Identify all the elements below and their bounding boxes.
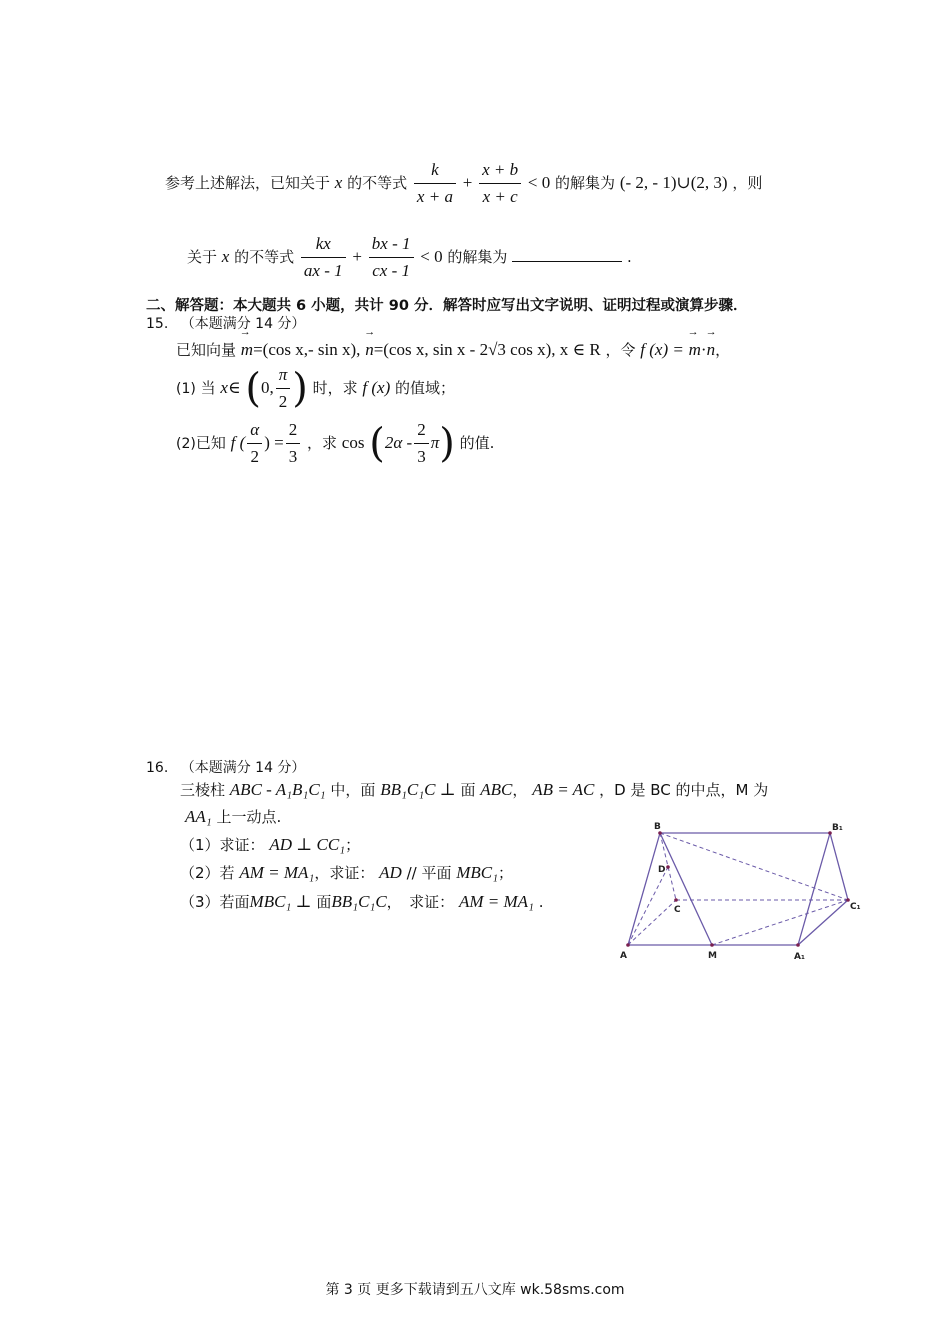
fraction-numerator: α — [247, 420, 262, 444]
intro-text: 的解集为 — [447, 248, 508, 266]
q15-text: 已知向量 — [176, 341, 237, 359]
function-f: f (x) = — [640, 340, 684, 359]
x-in: x∈ — [220, 378, 241, 397]
q16-header — [146, 757, 305, 777]
fraction-denominator: ax - 1 — [303, 261, 343, 280]
function-f: f (x) — [362, 378, 391, 397]
solution-set: (- 2, - 1)∪(2, 3) — [619, 173, 728, 192]
label-m: M — [708, 951, 717, 961]
q16-line-2 — [185, 806, 281, 827]
q16-text: ； — [498, 864, 514, 882]
fraction-denominator: x + a — [416, 187, 453, 206]
answer-blank[interactable] — [512, 247, 622, 262]
q16-text: ，求证： — [314, 864, 375, 882]
q15-header — [146, 313, 305, 333]
part-label: （2）若 — [180, 864, 235, 882]
fraction-numerator: bx - 1 — [369, 234, 414, 258]
right-paren: ) — [292, 365, 308, 412]
fraction-denominator: 2 — [278, 392, 288, 411]
q16-text: 上一动点. — [216, 808, 282, 826]
q16-text: ； — [345, 836, 361, 854]
q16-text: ， — [512, 781, 528, 799]
face-name: BB₁C₁C ⊥ — [380, 780, 456, 799]
fraction-denominator: x + c — [482, 187, 518, 206]
edge-bm — [660, 833, 712, 945]
cos-argument: 2α - — [384, 433, 413, 452]
fraction — [286, 420, 301, 467]
edge-ad — [628, 867, 668, 945]
edge-b1a1 — [798, 833, 830, 945]
q15-part-1 — [176, 365, 455, 412]
segment-ad: AD — [379, 863, 402, 882]
fraction-denominator: 3 — [288, 447, 298, 466]
fraction-denominator: 3 — [417, 447, 426, 466]
intro-text: 关于 — [187, 248, 218, 266]
label-a1: A₁ — [794, 952, 805, 962]
vector-m: → m — [689, 340, 701, 360]
q16-text: // 平面 — [406, 864, 452, 882]
q15-text: ， — [715, 341, 731, 359]
intro-text: ，则 — [732, 174, 763, 192]
fraction-numerator: x + b — [479, 160, 521, 184]
q16-text: . — [538, 893, 544, 911]
q16-line-1 — [180, 779, 768, 800]
var-x: x — [221, 247, 230, 266]
q15-text: ，令 — [605, 341, 636, 359]
intro-line-2 — [187, 234, 632, 281]
q15-text: 当 — [200, 379, 216, 397]
fraction-numerator: k — [414, 160, 456, 184]
part-label: (1) — [176, 381, 196, 397]
plane-mbc1: MBC₁ ⊥ — [249, 892, 312, 911]
fraction-numerator: kx — [301, 234, 346, 258]
intro-text: 的不等式 — [234, 248, 295, 266]
less-than-zero: < 0 — [527, 173, 551, 192]
vertex-m — [710, 943, 714, 947]
segment-aa1: AA₁ — [185, 807, 212, 826]
section-heading: 二、解答题：本大题共 6 小题，共计 90 分．解答时应写出文字说明、证明过程或演算步骤． — [146, 298, 748, 314]
intro-text: 的不等式 — [347, 174, 408, 192]
cos-function: cos — [341, 433, 365, 452]
function-f: f ( — [230, 433, 246, 452]
pi-symbol: π — [430, 433, 440, 452]
less-than-zero: < 0 — [420, 247, 443, 266]
q15-part-2 — [176, 420, 494, 467]
plus-sign: + — [462, 173, 473, 192]
edge-b1c1 — [830, 833, 848, 900]
vertex-d — [666, 865, 670, 869]
fraction — [276, 365, 291, 412]
vertex-dots — [626, 831, 850, 947]
question-score: （本题满分 14 分） — [180, 316, 306, 332]
fraction-numerator: 2 — [414, 420, 429, 444]
q16-text: ， 求证： — [386, 893, 455, 911]
intro-line-1 — [165, 160, 762, 207]
intro-text: . — [627, 248, 632, 266]
fraction-numerator: π — [276, 365, 291, 389]
edge-ab — [628, 833, 660, 945]
q16-text: 面 — [316, 893, 332, 911]
ab-equals-ac: AB = AC — [532, 780, 595, 799]
fraction — [247, 420, 262, 467]
part-label: （3）若面 — [180, 893, 250, 911]
interval-start: 0, — [260, 378, 274, 397]
part-label: (2) — [176, 436, 196, 452]
label-a: A — [620, 951, 627, 961]
fraction — [301, 234, 346, 281]
q16-text: ，D 是 BC 的中点，M 为 — [599, 781, 769, 799]
q15-text: 的值域； — [395, 379, 456, 397]
part-math: AM = MA₁ — [239, 863, 315, 882]
part-label: （1）求证： — [180, 836, 265, 854]
q16-text: 中，面 — [330, 781, 376, 799]
vector-n-definition: =(cos x, sin x - 2√3 cos x), x ∈ R — [373, 340, 601, 359]
edge-ac — [628, 900, 676, 945]
fraction — [369, 234, 414, 281]
edge-mc1 — [712, 900, 848, 945]
q16-part-1 — [180, 834, 360, 855]
fraction — [414, 420, 429, 467]
vector-m-definition: =(cos x,- sin x), — [253, 340, 361, 359]
q15-text: 已知 — [195, 434, 226, 452]
fraction — [479, 160, 521, 207]
q16-part-2 — [180, 862, 513, 883]
fraction-numerator: 2 — [286, 420, 301, 444]
plane-mbc1: MBC₁ — [456, 863, 499, 882]
vertex-a1 — [796, 943, 800, 947]
var-x: x — [334, 173, 343, 192]
question-score: （本题满分 14 分） — [180, 760, 306, 776]
right-paren: ) — [439, 420, 455, 467]
vertex-a — [626, 943, 630, 947]
q15-text: 时，求 — [312, 379, 358, 397]
equals: ) = — [264, 433, 284, 452]
q15-given — [176, 339, 730, 360]
prism-figure — [612, 815, 872, 965]
page-footer: 第 3 页 更多下载请到五八文库 wk.58sms.com — [325, 1282, 625, 1298]
part-math: AM = MA₁ — [458, 892, 534, 911]
question-number: 15. — [146, 316, 169, 332]
plane-abc: ABC — [480, 780, 513, 799]
vector-n: → n — [365, 340, 374, 360]
vertex-c — [674, 898, 678, 902]
label-d: D — [658, 865, 666, 875]
left-paren: ( — [369, 420, 385, 467]
intro-text: 的解集为 — [555, 174, 616, 192]
question-number: 16. — [146, 760, 169, 776]
label-b1: B₁ — [832, 823, 843, 833]
q16-text: 三棱柱 — [180, 781, 226, 799]
q15-text: 的值. — [459, 434, 495, 452]
edge-a1c1 — [798, 900, 848, 945]
fraction-denominator: cx - 1 — [372, 261, 411, 280]
label-c: C — [674, 905, 681, 915]
vector-m: → m — [241, 340, 253, 360]
q15-text: ，求 — [307, 434, 338, 452]
label-b: B — [654, 822, 661, 832]
dot-operator: · — [700, 340, 707, 359]
q16-part-3 — [180, 891, 544, 912]
solid-edges — [628, 833, 848, 945]
label-c1: C₁ — [850, 902, 861, 912]
face-name: BB₁C₁C — [331, 892, 387, 911]
q16-text: 面 — [460, 781, 476, 799]
fraction-denominator: 2 — [250, 447, 259, 466]
left-paren: ( — [245, 365, 261, 412]
plus-sign: + — [352, 247, 363, 266]
fraction — [414, 160, 456, 207]
intro-text: 参考上述解法，已知关于 — [165, 174, 331, 192]
prism-name: ABC - A₁B₁C₁ — [229, 780, 326, 799]
vector-n: → n — [707, 340, 716, 360]
hidden-edges — [628, 833, 848, 945]
part-math: AD ⊥ CC₁ — [269, 835, 346, 854]
